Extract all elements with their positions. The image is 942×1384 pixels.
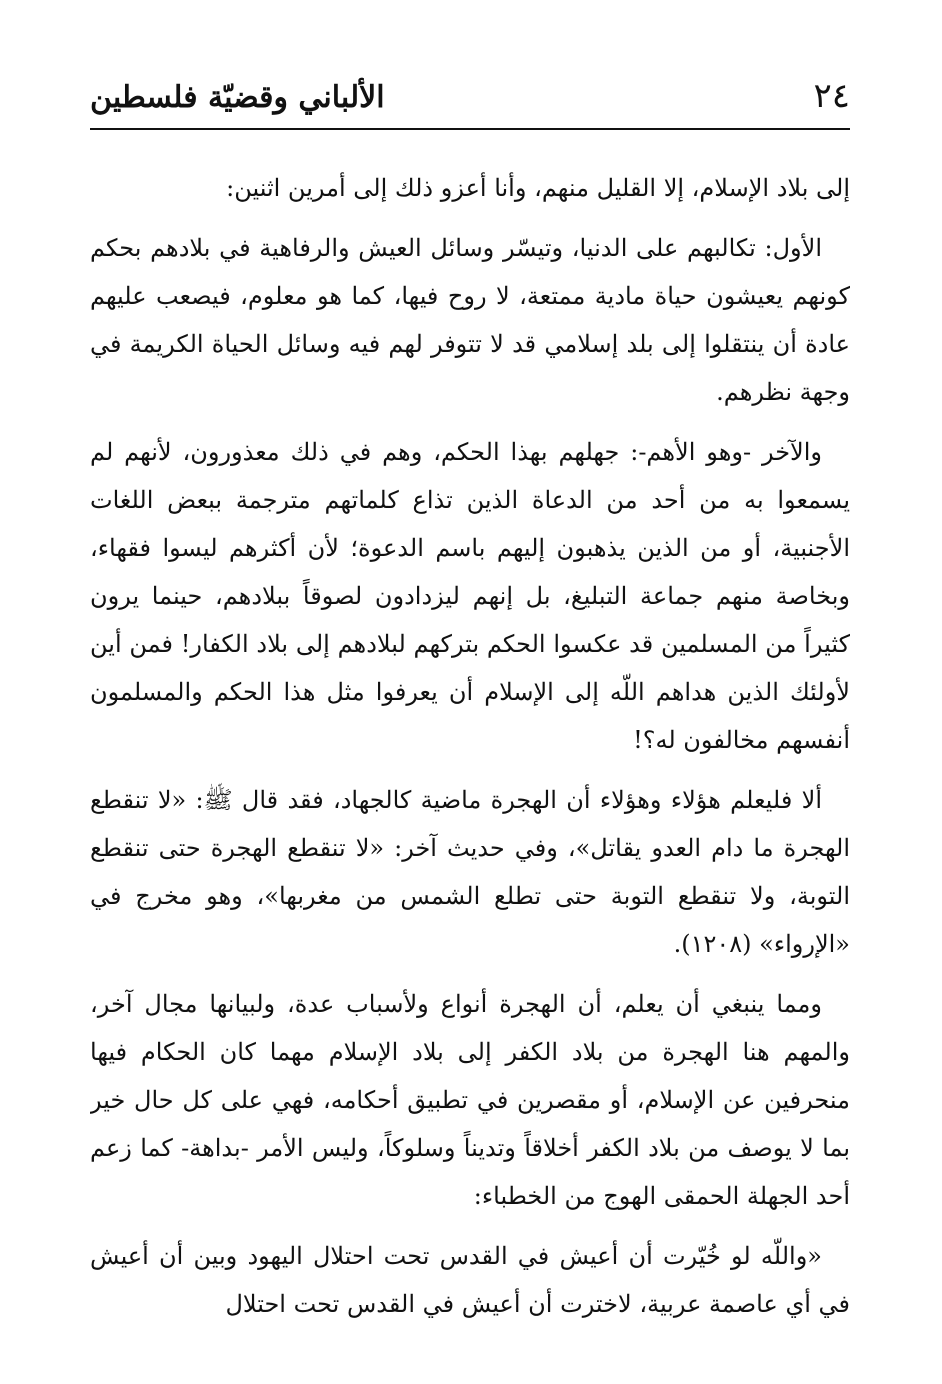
paragraph: ومما ينبغي أن يعلم، أن الهجرة أنواع ولأسباب عدة، ولبيانها مجال آخر، والمهم هنا الهجرة من بلاد الكفر إلى بلاد الإسلام مهما كان الحكام فيها منحرفين عن الإسلام، أو مقصرين في تطبيق أحكامه، فهي على كل حال خير بما لا يوصف من بلاد الكفر أخلاقاً وتديناً وسلوكاً، وليس الأمر -بداهة- كما زعم أحد الجهلة الحمقى الهوج من الخطباء: bbox=[90, 990, 850, 1210]
page-header bbox=[90, 70, 850, 130]
page-number: ٢٤ bbox=[813, 76, 850, 116]
running-title: الألباني وقضيّة فلسطين bbox=[90, 80, 385, 115]
paragraph: ألا فليعلم هؤلاء وهؤلاء أن الهجرة ماضية كالجهاد، فقد قال ﷺ: «لا تنقطع الهجرة ما دام العدو يقاتل»، وفي حديث آخر: «لا تنقطع الهجرة حتى تنقطع التوبة، ولا تنقطع التوبة حتى تطلع الشمس من مغربها»، وهو مخرج في «الإرواء» (١٢٠٨). bbox=[90, 786, 850, 958]
paragraph: الأول: تكالبهم على الدنيا، وتيسّر وسائل العيش والرفاهية في بلادهم بحكم كونهم يعيشون حياة مادية ممتعة، لا روح فيها، كما هو معلوم، فيصعب عليهم عادة أن ينتقلوا إلى بلد إسلامي قد لا تتوفر لهم فيه وسائل الحياة الكريمة في وجهة نظرهم. bbox=[90, 234, 850, 406]
paragraph: «واللّه لو خُيّرت أن أعيش في القدس تحت احتلال اليهود وبين أن أعيش في أي عاصمة عربية، لاخترت أن أعيش في القدس تحت احتلال bbox=[90, 1242, 850, 1318]
page-body bbox=[90, 164, 850, 1324]
paragraph: إلى بلاد الإسلام، إلا القليل منهم، وأنا أعزو ذلك إلى أمرين اثنين: bbox=[226, 174, 850, 202]
paragraph: والآخر -وهو الأهم-: جهلهم بهذا الحكم، وهم في ذلك معذورون، لأنهم لم يسمعوا به من أحد من الدعاة الذين تذاع كلماتهم مترجمة ببعض اللغات الأجنبية، أو من الذين يذهبون إليهم باسم الدعوة؛ لأن أكثرهم ليسوا فقهاء، وبخاصة منهم جماعة التبليغ، بل إنهم ليزدادون لصوقاً ببلادهم، حينما يرون كثيراً من المسلمين قد عكسوا الحكم بتركهم لبلادهم إلى بلاد الكفار! فمن أين لأولئك الذين هداهم اللّه إلى الإسلام أن يعرفوا مثل هذا الحكم والمسلمون أنفسهم مخالفون له؟! bbox=[90, 438, 850, 754]
